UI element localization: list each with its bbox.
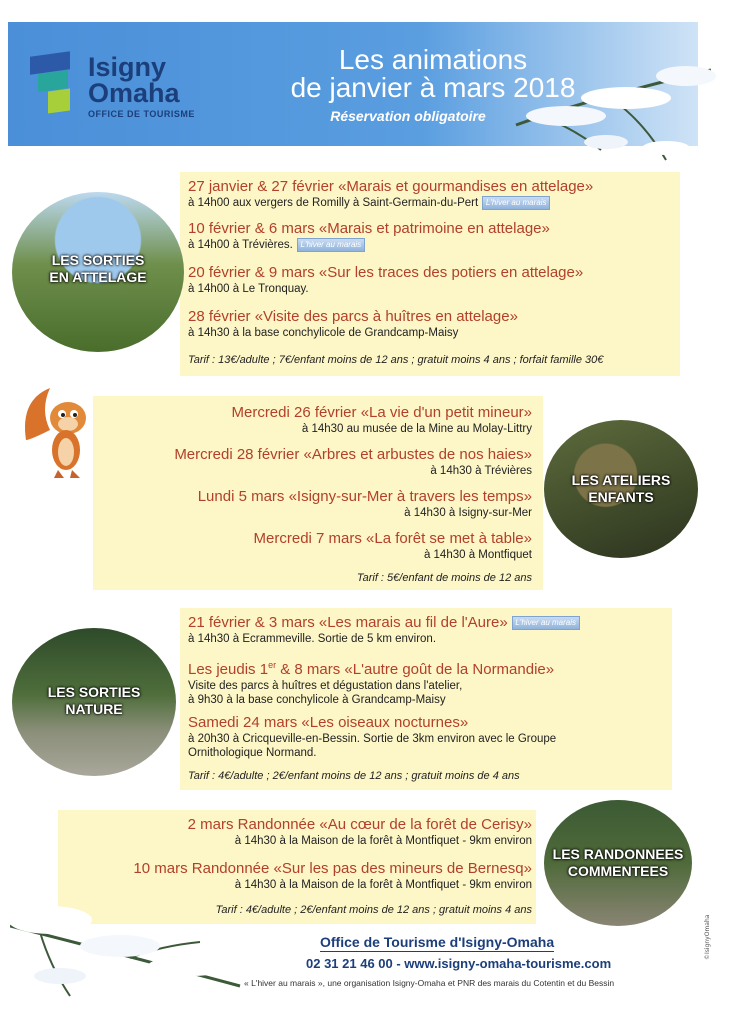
brand-line2: Omaha xyxy=(88,78,180,108)
tarif-randonnees: Tarif : 4€/adulte ; 2€/enfant moins de 12 ans ; gratuit moins 4 ans xyxy=(215,904,532,916)
event-attelage-3 xyxy=(188,264,583,296)
event-title: 2 mars Randonnée «Au cœur de la forêt de Cerisy» xyxy=(187,816,532,833)
event-ateliers-3 xyxy=(198,488,532,520)
event-ateliers-4 xyxy=(254,530,532,562)
snowy-branch-icon xyxy=(10,866,250,1006)
event-detail: à 14h30 au musée de la Mine au Molay-Littry xyxy=(301,423,532,435)
event-title: 28 février «Visite des parcs à huîtres en attelage» xyxy=(188,308,518,325)
hiver-au-marais-badge: L'hiver au marais xyxy=(297,238,365,252)
footer-note: « L'hiver au marais », une organisation Isigny-Omaha et PNR des marais du Cotentin et du Bessin xyxy=(244,978,615,988)
event-title: Samedi 24 mars «Les oiseaux nocturnes» xyxy=(188,714,469,731)
event-title: Lundi 5 mars «Isigny-sur-Mer à travers les temps» xyxy=(197,488,532,505)
photo-randonnees xyxy=(544,800,692,926)
event-detail: à 14h30 à Montfiquet xyxy=(423,549,532,561)
page-subtitle: Réservation obligatoire xyxy=(330,108,486,124)
event-detail: à 14h00 à Trévières. L'hiver au marais xyxy=(188,238,550,252)
circle-label-nature: LES SORTIES NATURE xyxy=(47,684,141,717)
circle-label-ateliers: LES ATELIERS ENFANTS xyxy=(571,472,671,505)
event-nature-3 xyxy=(188,714,556,760)
squirrel-mascot-icon xyxy=(20,380,96,480)
circle-label-randonnees: LES RANDONNEES COMMENTEES xyxy=(552,846,684,879)
tarif-nature: Tarif : 4€/adulte ; 2€/enfant moins de 12 ans ; gratuit moins de 4 ans xyxy=(188,770,520,782)
snowy-branch-icon xyxy=(506,30,716,180)
event-detail-2: à 9h30 à la base conchylicole à Grandcamp-Maisy xyxy=(188,694,446,706)
event-detail: à 14h30 à la Maison de la forêt à Montfiquet - 9km environ xyxy=(234,835,532,847)
event-ateliers-1 xyxy=(231,404,532,436)
tarif-ateliers: Tarif : 5€/enfant de moins de 12 ans xyxy=(356,572,532,584)
event-ateliers-2 xyxy=(174,446,532,478)
tarif-attelage: Tarif : 13€/adulte ; 7€/enfant moins de 12 ans ; gratuit moins 4 ans ; forfait famille 30€ xyxy=(188,354,604,366)
event-title: Mercredi 28 février «Arbres et arbustes de nos haies» xyxy=(174,446,532,463)
brand-name xyxy=(88,54,195,119)
hiver-au-marais-badge: L'hiver au marais xyxy=(512,616,580,630)
photo-nature xyxy=(12,628,176,776)
event-detail: à 14h30 à Isigny-sur-Mer xyxy=(404,507,532,519)
event-title: 27 janvier & 27 février «Marais et gourmandises en attelage» xyxy=(188,178,594,195)
hiver-au-marais-badge: L'hiver au marais xyxy=(482,196,550,210)
event-detail: à 20h30 à Cricqueville-en-Bessin. Sortie de 3km environ avec le Groupe xyxy=(188,733,557,745)
brand-line1: Isigny xyxy=(88,52,167,82)
event-title: Les jeudis 1er & 8 mars «L'autre goût de la Normandie» xyxy=(188,660,555,678)
event-detail: Visite des parcs à huîtres et dégustation dans l'atelier, xyxy=(188,680,463,692)
event-title: Mercredi 26 février «La vie d'un petit mineur» xyxy=(231,404,532,421)
brand-line3: OFFICE DE TOURISME xyxy=(88,109,195,119)
event-title: 21 février & 3 mars «Les marais au fil de l'Aure» L'hiver au marais xyxy=(188,614,580,632)
event-attelage-4 xyxy=(188,308,518,340)
event-detail: à 14h00 aux vergers de Romilly à Saint-Germain-du-Pert L'hiver au marais xyxy=(188,196,593,210)
event-detail: à 14h30 à Ecrammeville. Sortie de 5 km environ. xyxy=(188,633,437,645)
event-title: 10 février & 6 mars «Marais et patrimoine en attelage» xyxy=(188,220,550,237)
event-nature-2 xyxy=(188,656,554,707)
event-detail: à 14h30 à Trévières xyxy=(430,465,532,477)
event-randonnees-1 xyxy=(188,816,532,848)
event-title: 20 février & 9 mars «Sur les traces des potiers en attelage» xyxy=(188,264,584,281)
event-attelage-1 xyxy=(188,178,593,210)
page-title-line2: de janvier à mars 2018 xyxy=(290,72,576,103)
event-detail: à 14h30 à la Maison de la forêt à Montfiquet - 9km environ xyxy=(234,879,532,891)
footer-contact: 02 31 21 46 00 - www.isigny-omaha-tourisme.com xyxy=(306,956,612,971)
photo-ateliers xyxy=(544,420,698,558)
photo-attelage xyxy=(12,192,184,352)
circle-label-attelage: LES SORTIES EN ATTELAGE xyxy=(49,252,147,285)
photo-credit: ©IsignyOmaha xyxy=(704,914,711,960)
event-detail: à 14h30 à la base conchylicole de Grandcamp-Maisy xyxy=(188,327,459,339)
event-detail: à 14h00 à Le Tronquay. xyxy=(188,283,309,295)
page-title-line1: Les animations xyxy=(338,44,528,75)
footer-office-name: Office de Tourisme d'Isigny-Omaha xyxy=(320,934,555,950)
isigny-omaha-logo-icon xyxy=(30,54,84,116)
event-nature-1 xyxy=(188,614,580,646)
event-detail-2: Ornithologique Normand. xyxy=(188,747,317,759)
event-attelage-2 xyxy=(188,220,550,252)
event-title: Mercredi 7 mars «La forêt se met à table» xyxy=(253,530,532,547)
event-title: 10 mars Randonnée «Sur les pas des mineurs de Bernesq» xyxy=(133,860,532,877)
